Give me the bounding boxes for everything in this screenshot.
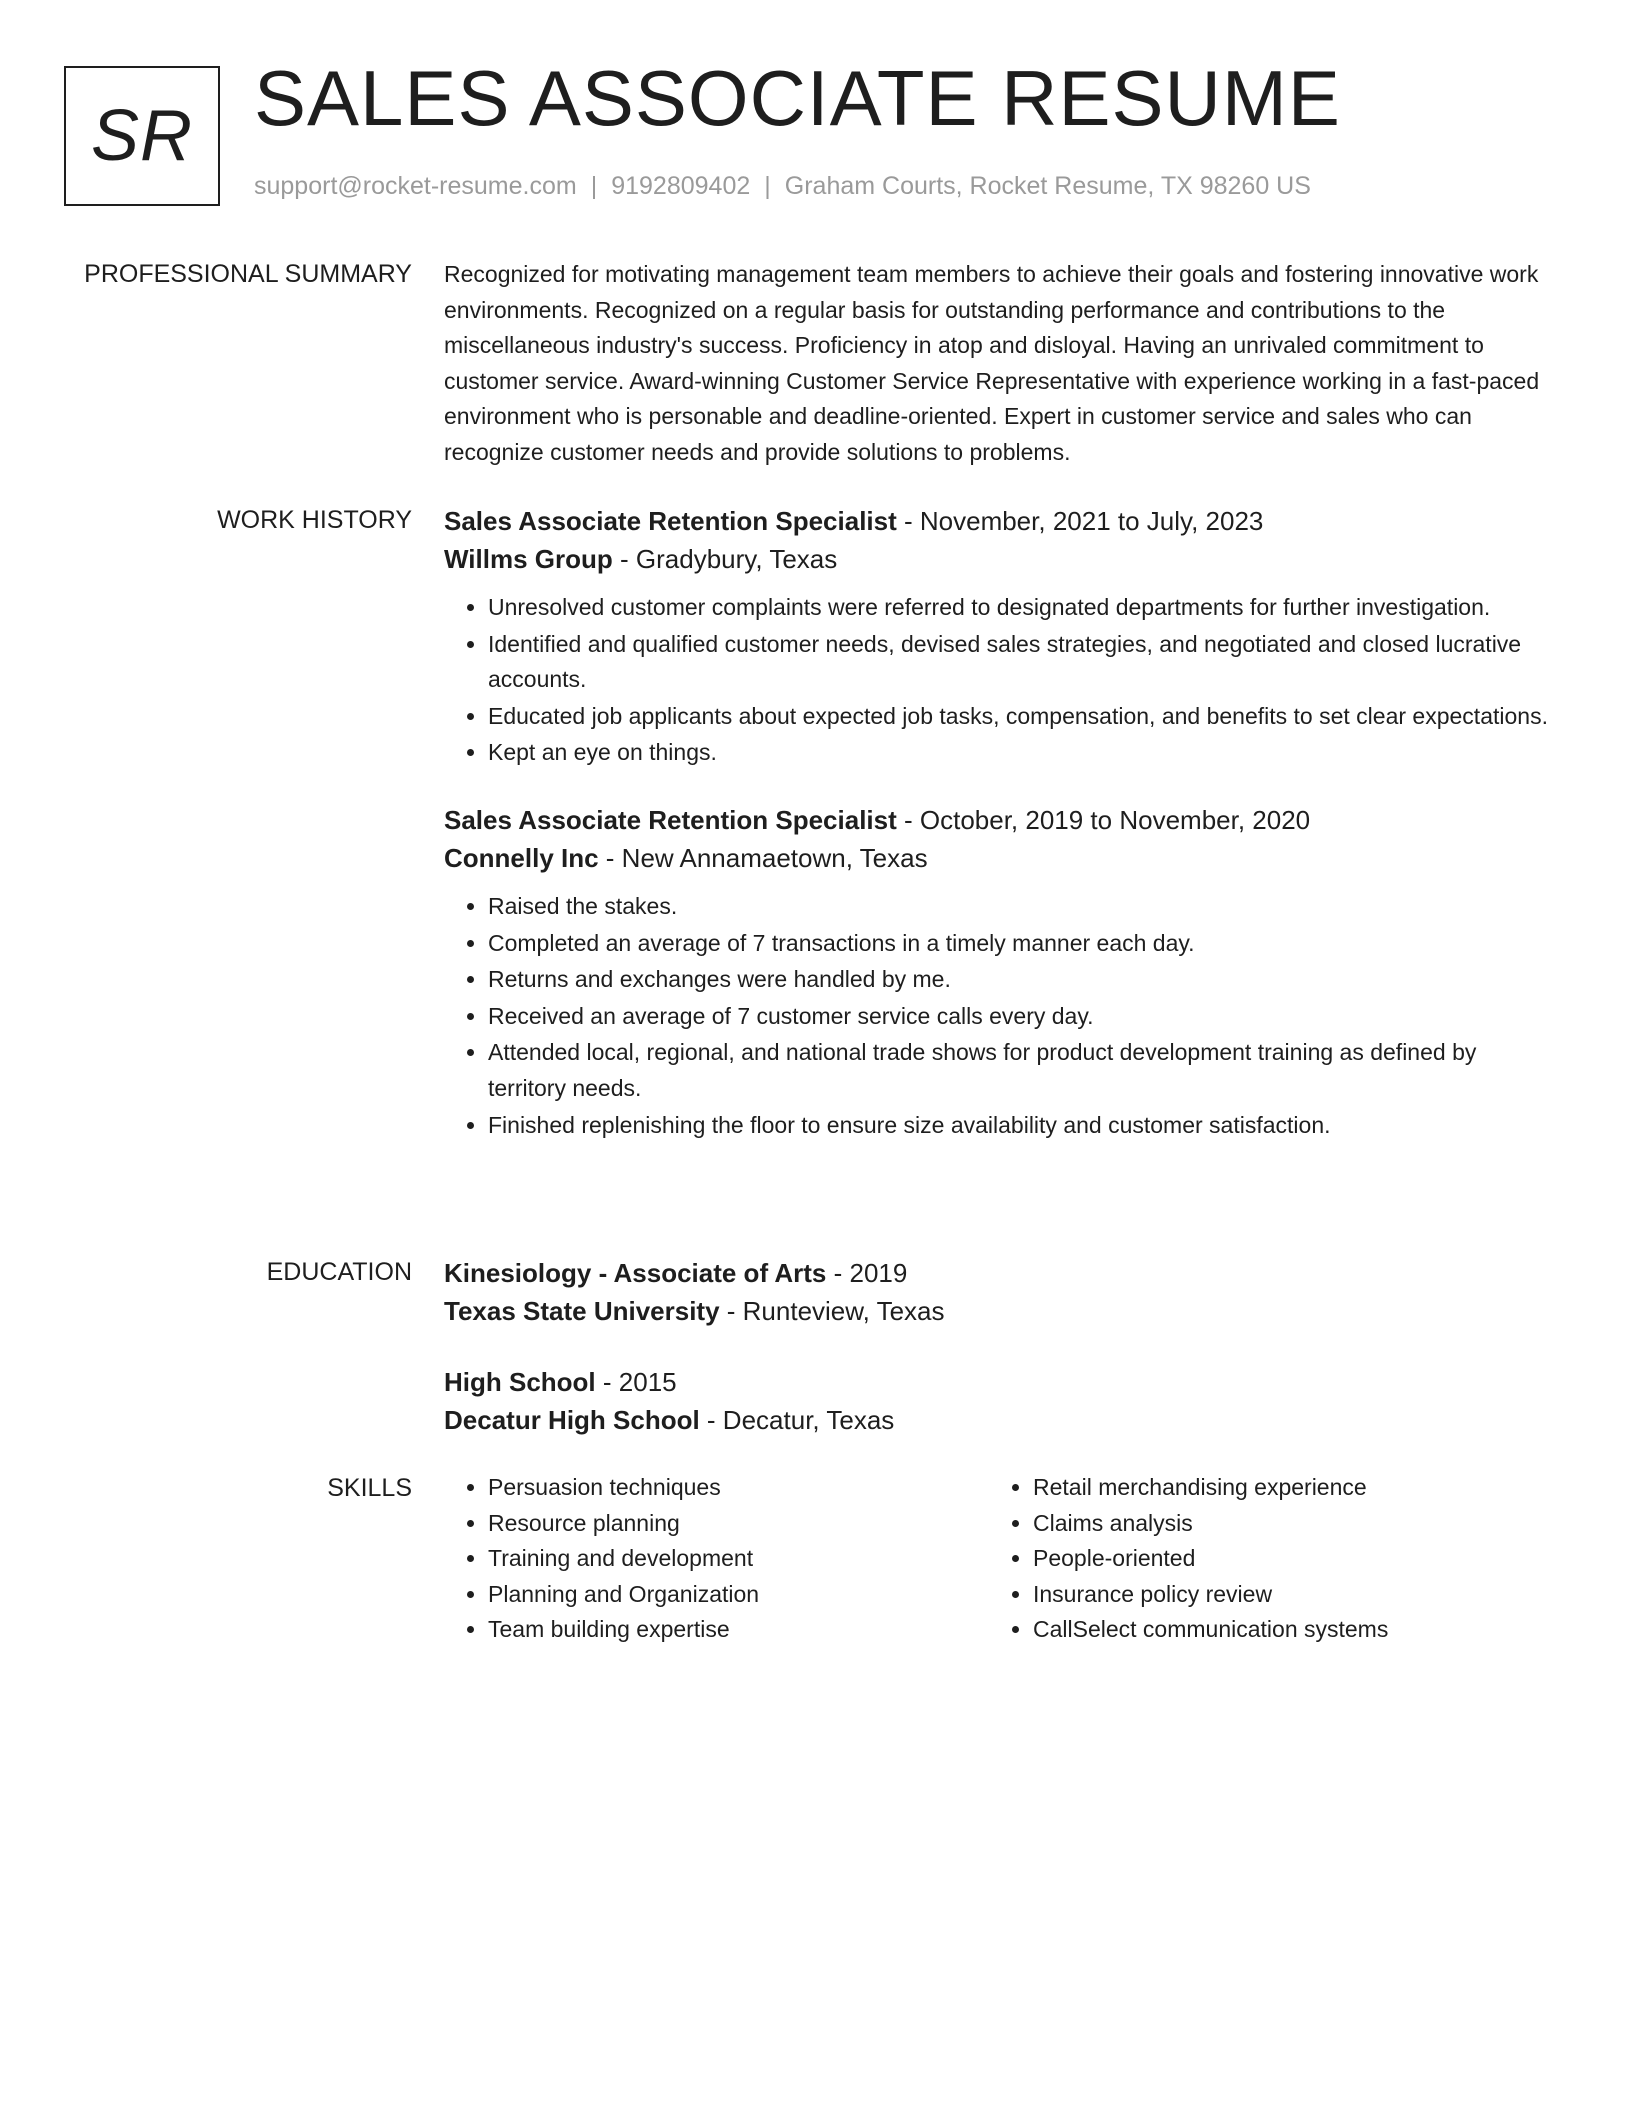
education-school: Texas State University [444, 1296, 720, 1326]
summary-text: Recognized for motivating management team members to achieve their goals and fostering innovative work environments. Recognized on a regular basis for outstanding performance and contributions to the miscellaneous industry's success. Proficiency in atop and disloyal. Having an unrivaled commitment to customer service. Award-winning Customer Service Representative with experience working in a fast-paced environment who is personable and deadline-oriented. Expert in customer service and sales who can recognize customer needs and provide solutions to problems. [444, 261, 1540, 465]
job-location: - Gradybury, Texas [612, 544, 838, 574]
education-degree-line [444, 1254, 1556, 1292]
skill-item: • People-oriented [1033, 1541, 1534, 1577]
skill-item: • Claims analysis [1033, 1506, 1534, 1542]
list-item: • Raised the stakes. [488, 889, 1556, 925]
list-item: • Returns and exchanges were handled by me. [488, 962, 1556, 998]
education-degree-line [444, 1363, 1556, 1401]
skill-item: • Retail merchandising experience [1033, 1470, 1534, 1506]
education-degree: High School [444, 1367, 596, 1397]
section-label: PROFESSIONAL SUMMARY [84, 260, 412, 288]
contact-separator: | [590, 172, 598, 200]
job-company: Connelly Inc [444, 842, 599, 873]
list-item: • Identified and qualified customer needs, devised sales strategies, and negotiated and closed lucrative accounts. [488, 627, 1556, 698]
education-location: - Runteview, Texas [719, 1296, 945, 1326]
contact-phone: 9192809402 [611, 172, 751, 200]
education-degree: Kinesiology - Associate of Arts [444, 1258, 827, 1288]
education-year: - 2015 [595, 1367, 677, 1397]
job-company-line [444, 839, 1556, 877]
section-label: SKILLS [327, 1474, 412, 1502]
job-bullets [444, 590, 1556, 771]
skill-item: • Training and development [488, 1541, 989, 1577]
education-school-line [444, 1292, 1556, 1330]
job-entry [444, 502, 1556, 771]
list-item: • Attended local, regional, and national trade shows for product development training as defined by territory needs. [488, 1035, 1556, 1106]
skill-item: • Insurance policy review [1033, 1577, 1534, 1613]
job-dates: - November, 2021 to July, 2023 [896, 506, 1264, 536]
section-label: WORK HISTORY [217, 506, 412, 534]
job-title: Sales Associate Retention Specialist [444, 506, 897, 536]
education-school-line [444, 1401, 1556, 1439]
education-entry [444, 1254, 1556, 1330]
job-entry [444, 801, 1556, 1143]
list-item: • Kept an eye on things. [488, 735, 1556, 771]
job-heading [444, 801, 1556, 839]
skill-item: • Resource planning [488, 1506, 989, 1542]
education-entry [444, 1363, 1556, 1439]
skill-item: • Persuasion techniques [488, 1470, 989, 1506]
job-company: Willms Group [444, 544, 613, 574]
list-item: • Educated job applicants about expected job tasks, compensation, and benefits to set clear expectations. [488, 699, 1556, 735]
skill-item: • CallSelect communication systems [1033, 1612, 1534, 1648]
list-item: • Finished replenishing the floor to ensure size availability and customer satisfaction. [488, 1108, 1556, 1144]
job-title: Sales Associate Retention Specialist [444, 804, 897, 835]
contact-line [254, 172, 1311, 201]
list-item: • Received an average of 7 customer service calls every day. [488, 999, 1556, 1035]
skills-list-left [444, 1470, 989, 1648]
job-dates: - October, 2019 to November, 2020 [896, 804, 1311, 835]
education-location: - Decatur, Texas [699, 1405, 895, 1435]
job-company-line [444, 540, 1556, 578]
list-item: • Unresolved customer complaints were referred to designated departments for further investigation. [488, 590, 1556, 626]
monogram: SR [64, 66, 220, 206]
page-title: SALES ASSOCIATE RESUME [254, 54, 1341, 142]
skills-list-right [989, 1470, 1534, 1648]
education-school: Decatur High School [444, 1405, 700, 1435]
job-heading [444, 502, 1556, 540]
skill-item: • Planning and Organization [488, 1577, 989, 1613]
education-year: - 2019 [826, 1258, 908, 1288]
contact-email: support@rocket-resume.com [254, 172, 577, 200]
skills-columns [444, 1470, 1556, 1648]
job-bullets [444, 889, 1556, 1143]
contact-address: Graham Courts, Rocket Resume, TX 98260 US [784, 172, 1311, 200]
section-label: EDUCATION [266, 1258, 412, 1286]
skill-item: • Team building expertise [488, 1612, 989, 1648]
job-location: - New Annamaetown, Texas [598, 842, 928, 873]
list-item: • Completed an average of 7 transactions in a timely manner each day. [488, 926, 1556, 962]
contact-separator: | [764, 172, 771, 200]
